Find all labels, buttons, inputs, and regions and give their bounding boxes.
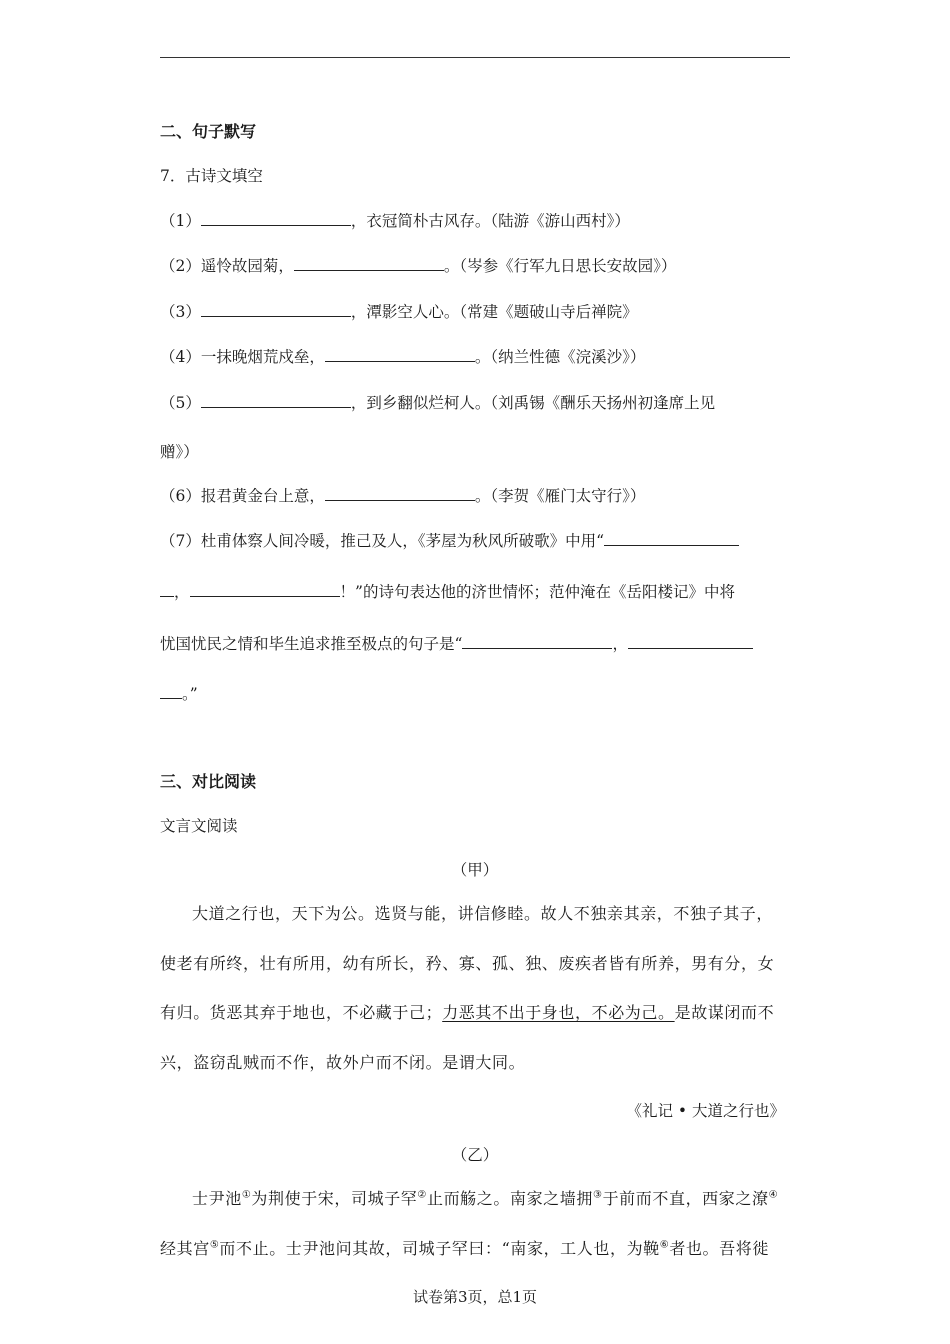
- fill-item-7-line-2: [160, 581, 735, 603]
- passage-jia-line: 大道之行也，天下为公。选贤与能，讲信修睦。故人不独亲其亲，不独子其子，: [192, 904, 774, 923]
- section-2-heading: 二、句子默写: [160, 122, 257, 141]
- footnote-marker: ②: [417, 1189, 427, 1201]
- footnote-marker: ⑤: [209, 1239, 220, 1251]
- answer-blank[interactable]: [294, 256, 444, 271]
- footnote-marker: ⑥: [659, 1239, 670, 1251]
- passage-text: 而不止。士尹池问其故，司城子罕曰：“南家，工人也，为鞔: [219, 1239, 660, 1258]
- passage-yi-line: [160, 1238, 769, 1260]
- passage-text: 为荆使于宋，司城子罕: [251, 1189, 418, 1208]
- answer-blank[interactable]: [628, 634, 753, 649]
- passage-jia-source: 《礼记 • 大道之行也》: [626, 1102, 785, 1120]
- passage-jia-label: （甲）: [451, 861, 499, 879]
- item-number: （5）: [160, 394, 201, 412]
- passage-jia-line: [160, 1002, 774, 1024]
- header-rule: [160, 57, 790, 58]
- fill-item-7-line-3: [160, 633, 753, 655]
- item-text: ！”的诗句表达他的济世情怀；范仲淹在《岳阳楼记》中将: [339, 583, 735, 601]
- answer-blank[interactable]: [604, 531, 739, 546]
- item-text: 。（李贺《雁门太守行》）: [474, 487, 646, 505]
- footnote-marker: ①: [241, 1189, 252, 1201]
- passage-text: 于前而不直，西家之潦: [602, 1189, 769, 1208]
- footnote-marker: ④: [768, 1189, 779, 1201]
- item-text: ，: [612, 635, 628, 653]
- passage-text: 止而觞之。南家之墙拥: [426, 1189, 593, 1208]
- answer-blank[interactable]: [325, 347, 475, 362]
- item-text: 遥怜故园菊，: [200, 257, 294, 275]
- fill-item-3: [160, 301, 638, 323]
- answer-blank[interactable]: [160, 582, 174, 597]
- item-text: ，到乡翻似烂柯人。（刘禹锡《酬乐天扬州初逢席上见: [350, 394, 716, 412]
- item-text: 。（岑参《行军九日思长安故园》）: [443, 257, 677, 275]
- passage-text: 经其宫: [160, 1239, 210, 1258]
- item-number: （3）: [160, 303, 201, 321]
- item-number: （1）: [160, 212, 201, 230]
- question-7-title: 7．古诗文填空: [160, 167, 263, 185]
- answer-blank[interactable]: [201, 211, 351, 226]
- passage-jia-line: 兴，盗窃乱贼而不作，故外户而不闭。是谓大同。: [160, 1053, 526, 1072]
- passage-text: 者也。吾将徙: [669, 1239, 769, 1258]
- item-text: （7）杜甫体察人间冷暖，推己及人，《茅屋为秋风所破歌》中用“: [160, 532, 605, 550]
- passage-text: 是故谋闭而不: [674, 1003, 775, 1022]
- passage-text: 士尹池: [192, 1189, 242, 1208]
- answer-blank[interactable]: [190, 582, 340, 597]
- section-3-heading: 三、对比阅读: [160, 772, 257, 791]
- item-text: ，潭影空人心。（常建《题破山寺后禅院》: [350, 303, 638, 321]
- fill-item-2: [160, 255, 676, 277]
- item-text: ，: [174, 583, 190, 601]
- passage-yi-line: [192, 1188, 778, 1210]
- item-text: ，衣冠简朴古风存。（陆游《游山西村》）: [350, 212, 630, 230]
- item-text: 。”: [182, 685, 198, 703]
- fill-item-7-line-1: [160, 530, 739, 552]
- fill-item-1: [160, 210, 630, 232]
- footnote-marker: ③: [593, 1189, 603, 1201]
- fill-item-5: [160, 392, 715, 414]
- item-text: 一抹晚烟荒戍垒，: [200, 348, 325, 366]
- passage-text: 有归。货恶其弃于地也，不必藏于己；: [160, 1003, 443, 1022]
- answer-blank[interactable]: [325, 486, 475, 501]
- answer-blank[interactable]: [201, 302, 351, 317]
- answer-blank[interactable]: [160, 684, 182, 699]
- fill-item-7-line-4: [160, 683, 198, 705]
- item-text: 。（纳兰性德《浣溪沙》）: [474, 348, 646, 366]
- item-number: （6）: [160, 487, 201, 505]
- passage-jia-line: 使老有所终，壮有所用，幼有所长，矜、寡、孤、独、废疾者皆有所养，男有分，女: [160, 954, 775, 973]
- fill-item-4: [160, 346, 645, 368]
- fill-item-6: [160, 485, 645, 507]
- classical-reading-subheading: 文言文阅读: [160, 817, 238, 835]
- answer-blank[interactable]: [201, 393, 351, 408]
- answer-blank[interactable]: [462, 634, 612, 649]
- fill-item-5-continued: 赠》）: [160, 443, 199, 461]
- item-number: （2）: [160, 257, 201, 275]
- page-footer: 试卷第3页，总1页: [412, 1288, 538, 1306]
- underlined-sentence: 力恶其不出于身也，不必为己。: [442, 1003, 675, 1022]
- item-text: 忧国忧民之情和毕生追求推至极点的句子是“: [160, 635, 463, 653]
- item-number: （4）: [160, 348, 201, 366]
- item-text: 报君黄金台上意，: [200, 487, 325, 505]
- passage-yi-label: （乙）: [451, 1146, 499, 1164]
